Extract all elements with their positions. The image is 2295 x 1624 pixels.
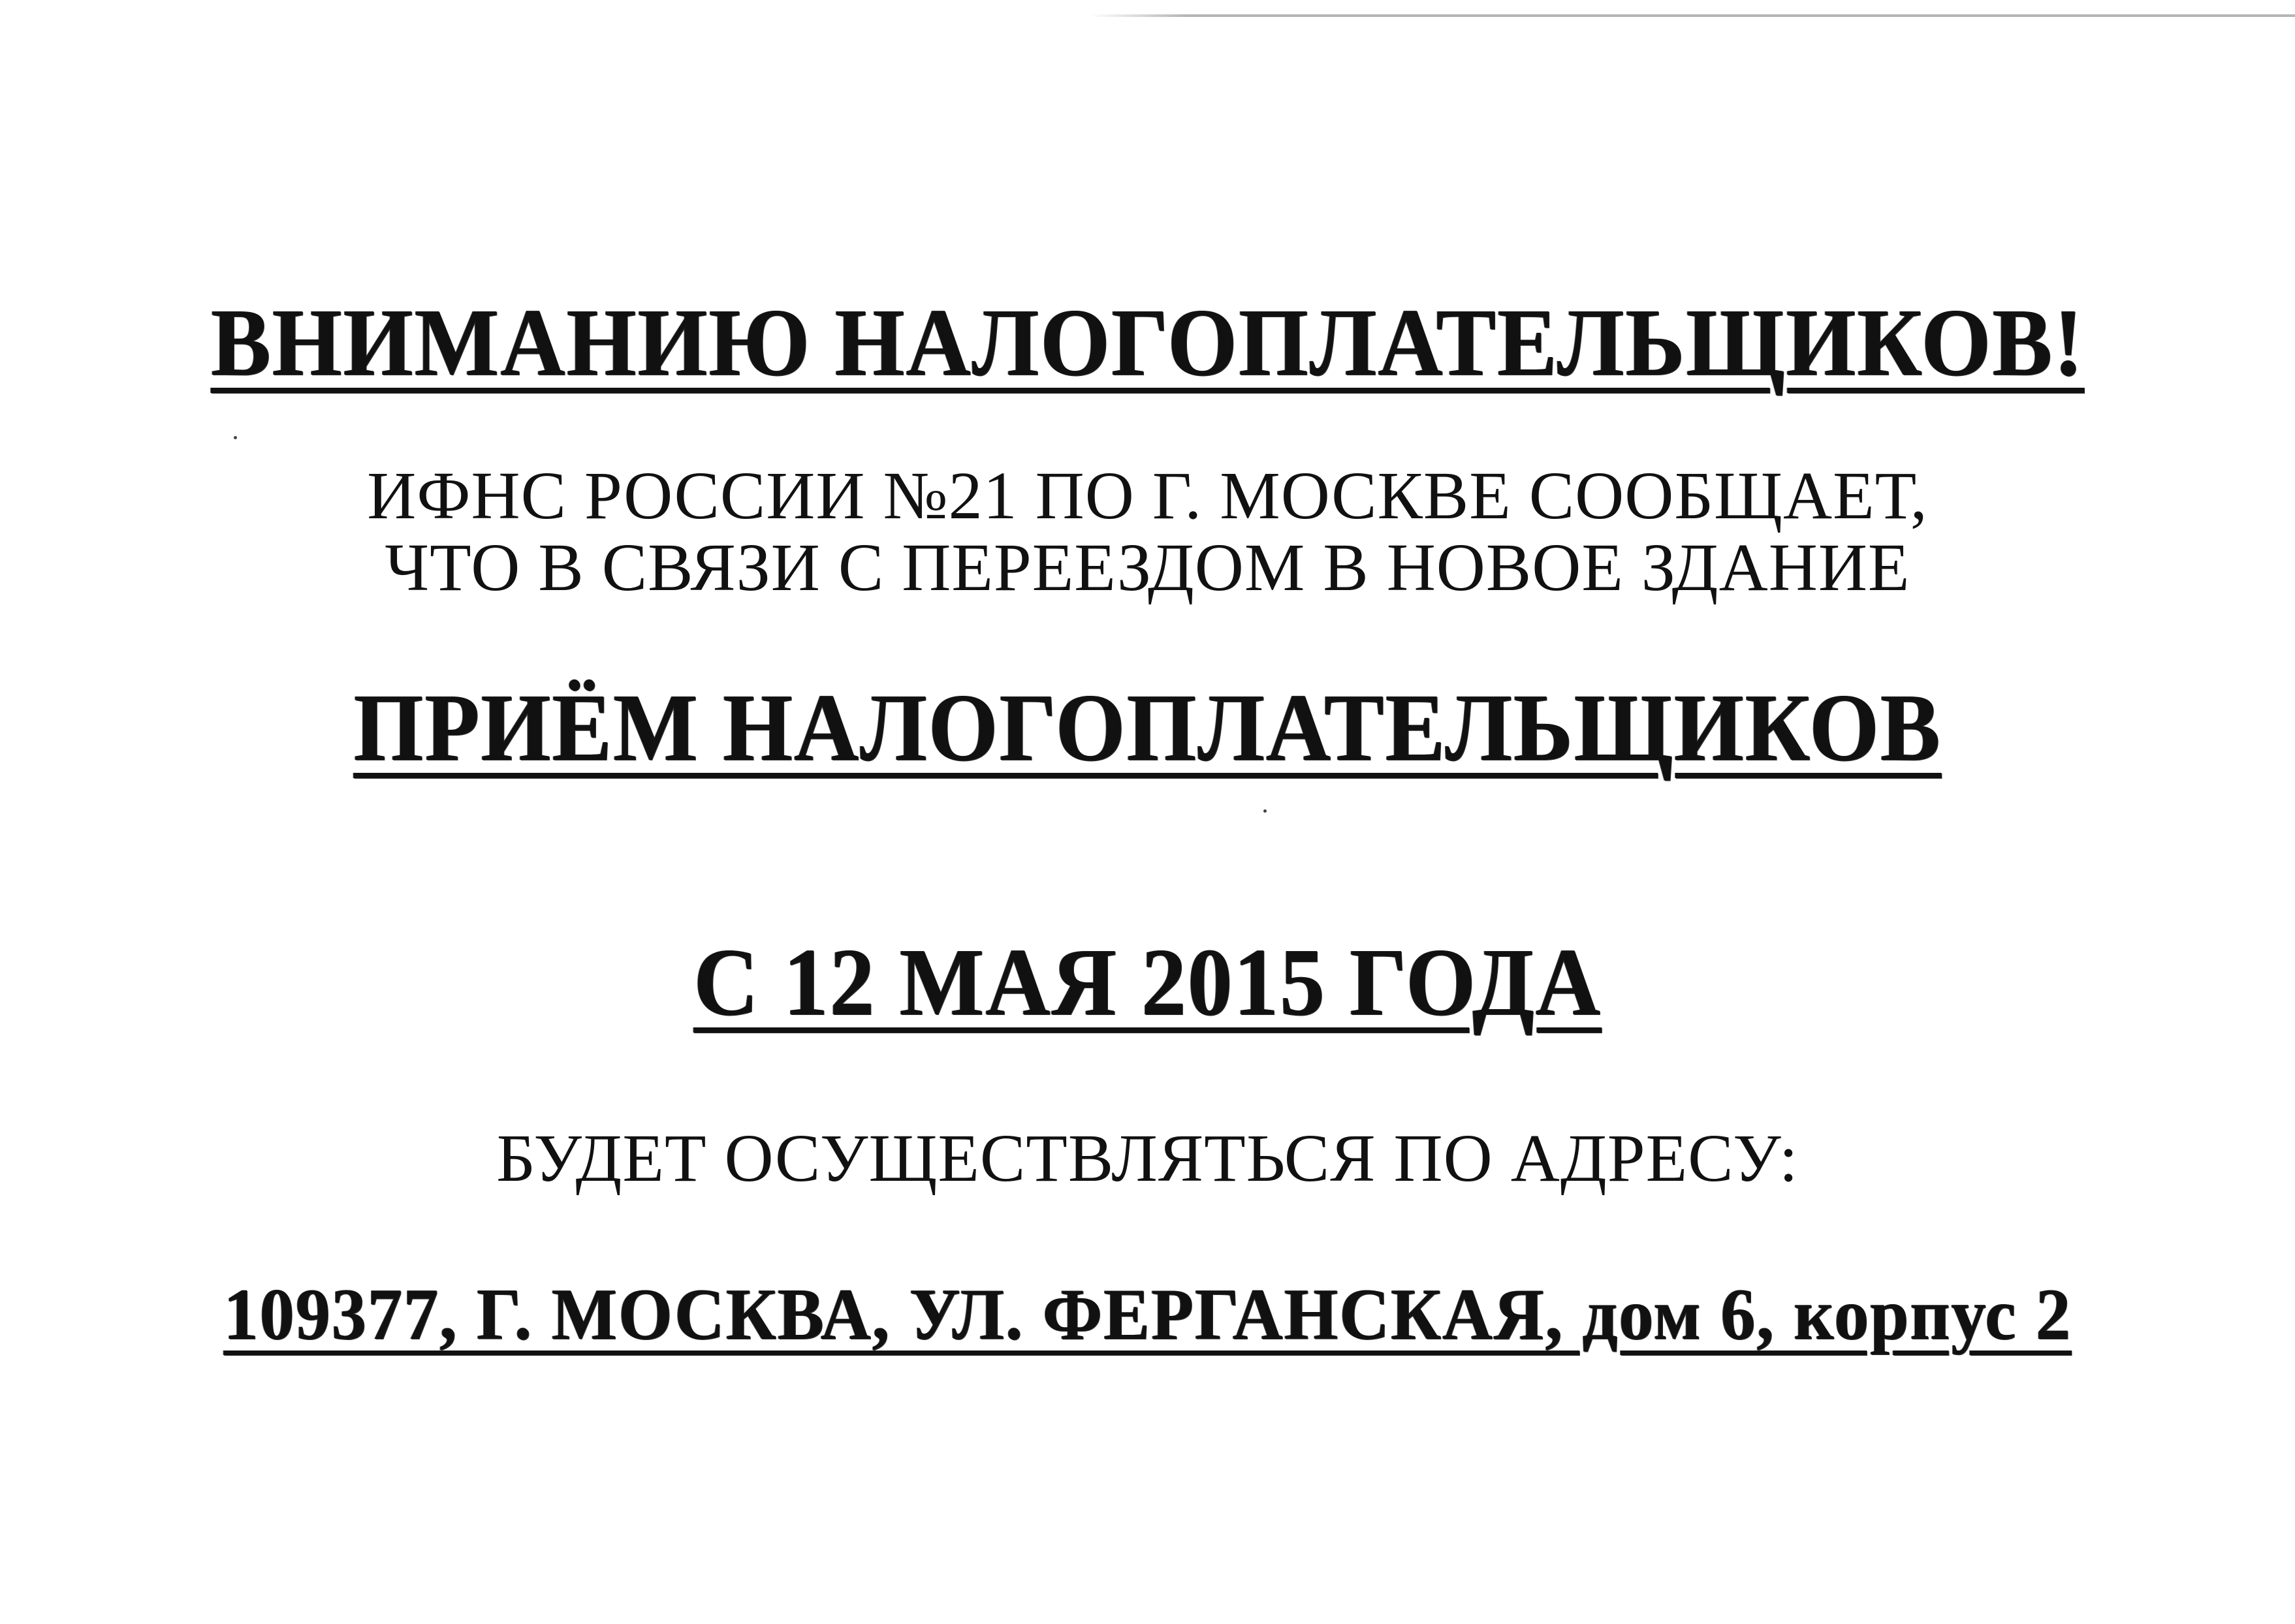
- notice-address-text: 109377, Г. МОСКВА, УЛ. ФЕРГАНСКАЯ, дом 6, корпус 2: [223, 1274, 2072, 1355]
- scan-speck: [234, 436, 237, 439]
- notice-date: [0, 927, 2295, 1038]
- notice-message-line-2: [0, 529, 2295, 606]
- scan-edge-mark: [1090, 14, 2295, 17]
- notice-subheadline: [0, 672, 2295, 783]
- notice-message-line-2-text: ЧТО В СВЯЗИ С ПЕРЕЕЗДОМ В НОВОЕ ЗДАНИЕ: [385, 530, 1910, 605]
- scan-speck: [1263, 809, 1267, 813]
- notice-address-intro-text: БУДЕТ ОСУЩЕСТВЛЯТЬСЯ ПО АДРЕСУ:: [496, 1121, 1799, 1196]
- notice-message-line-1-text: ИФНС РОССИИ №21 ПО Г. МОСКВЕ СООБЩАЕТ,: [367, 458, 1928, 533]
- notice-address: [0, 1273, 2295, 1357]
- notice-date-text: С 12 МАЯ 2015 ГОДА: [693, 929, 1602, 1036]
- notice-address-intro: [0, 1119, 2295, 1197]
- notice-subheadline-text: ПРИЁМ НАЛОГОПЛАТЕЛЬЩИКОВ: [353, 674, 1942, 781]
- notice-headline-text: ВНИМАНИЮ НАЛОГОПЛАТЕЛЬЩИКОВ!: [210, 289, 2085, 396]
- notice-message-line-1: [0, 457, 2295, 535]
- notice-headline: [0, 287, 2295, 398]
